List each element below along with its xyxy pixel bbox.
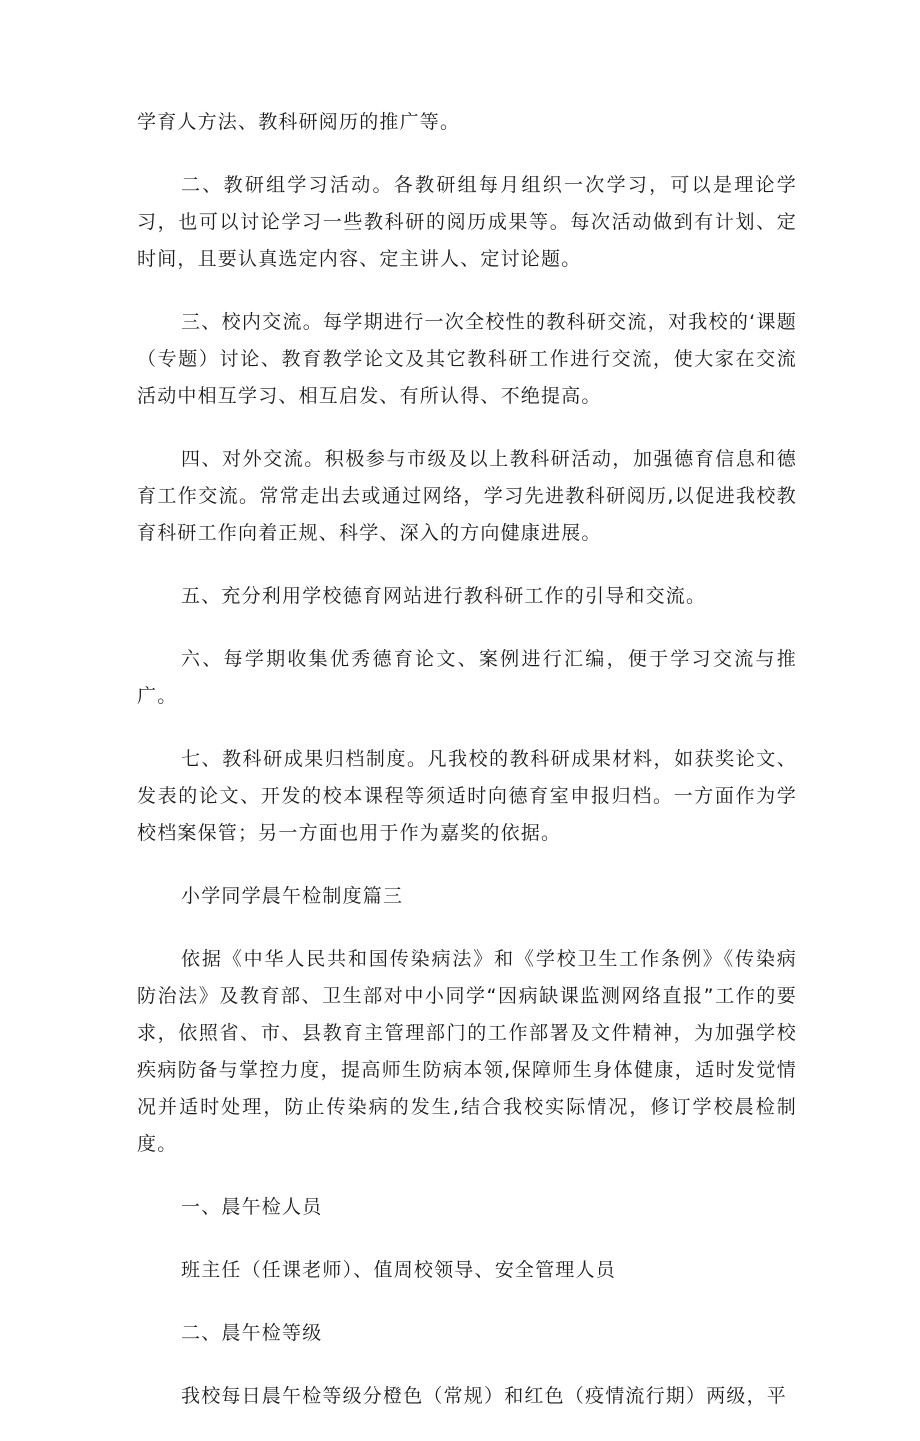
document-body <box>137 104 797 1441</box>
paragraph-11: 班主任（任课老师）、值周校领导、安全管理人员 <box>181 1259 616 1281</box>
paragraph-9: 依据《中华人民共和国传染病法》和《学校卫生工作条例》《传染病防治法》及教育部、卫生部对中小同学“因病缺课监测网络直报”工作的要求，依照省、市、县教育主管理部门的工作部署及文件精神，为加强学校疾病防备与掌控力度，提高师生防病本领,保障师生身体健康，适时发觉情况并适时处理，防止传染病的发生,结合我校实际情况，修订学校晨检制度。 <box>137 948 797 1155</box>
paragraph-6: 六、每学期收集优秀德育论文、案例进行汇编，便于学习交流与推广。 <box>137 648 797 707</box>
subheading-1: 一、晨午检人员 <box>181 1196 323 1218</box>
paragraph-2: 二、教研组学习活动。各教研组每月组织一次学习，可以是理论学习，也可以讨论学习一些教科研的阅历成果等。每次活动做到有计划、定时间，且要认真选定内容、定主讲人、定讨论题。 <box>137 174 797 270</box>
paragraph-4: 四、对外交流。积极参与市级及以上教科研活动，加强德育信息和德育工作交流。常常走出去或通过网络，学习先进教科研阅历,以促进我校教育科研工作向着正规、科学、深入的方向健康进展。 <box>137 448 797 544</box>
paragraph-13: 我校每日晨午检等级分橙色（常规）和红色（疫情流行期）两级，平 <box>181 1385 788 1407</box>
section-heading: 小学同学晨午检制度篇三 <box>181 885 404 907</box>
subheading-2: 二、晨午检等级 <box>181 1322 323 1344</box>
paragraph-3: 三、校内交流。每学期进行一次全校性的教科研交流，对我校的‘课题（专题）讨论、教育教学论文及其它教科研工作进行交流，使大家在交流活动中相互学习、相互启发、有所认得、不绝提高。 <box>137 311 797 407</box>
paragraph-5: 五、充分利用学校德育网站进行教科研工作的引导和交流。 <box>181 585 707 607</box>
paragraph-7: 七、教科研成果归档制度。凡我校的教科研成果材料，如获奖论文、发表的论文、开发的校本课程等须适时向德育室申报归档。一方面作为学校档案保管；另一方面也用于作为嘉奖的依据。 <box>137 748 797 844</box>
paragraph-1: 学育人方法、教科研阅历的推广等。 <box>137 111 461 133</box>
